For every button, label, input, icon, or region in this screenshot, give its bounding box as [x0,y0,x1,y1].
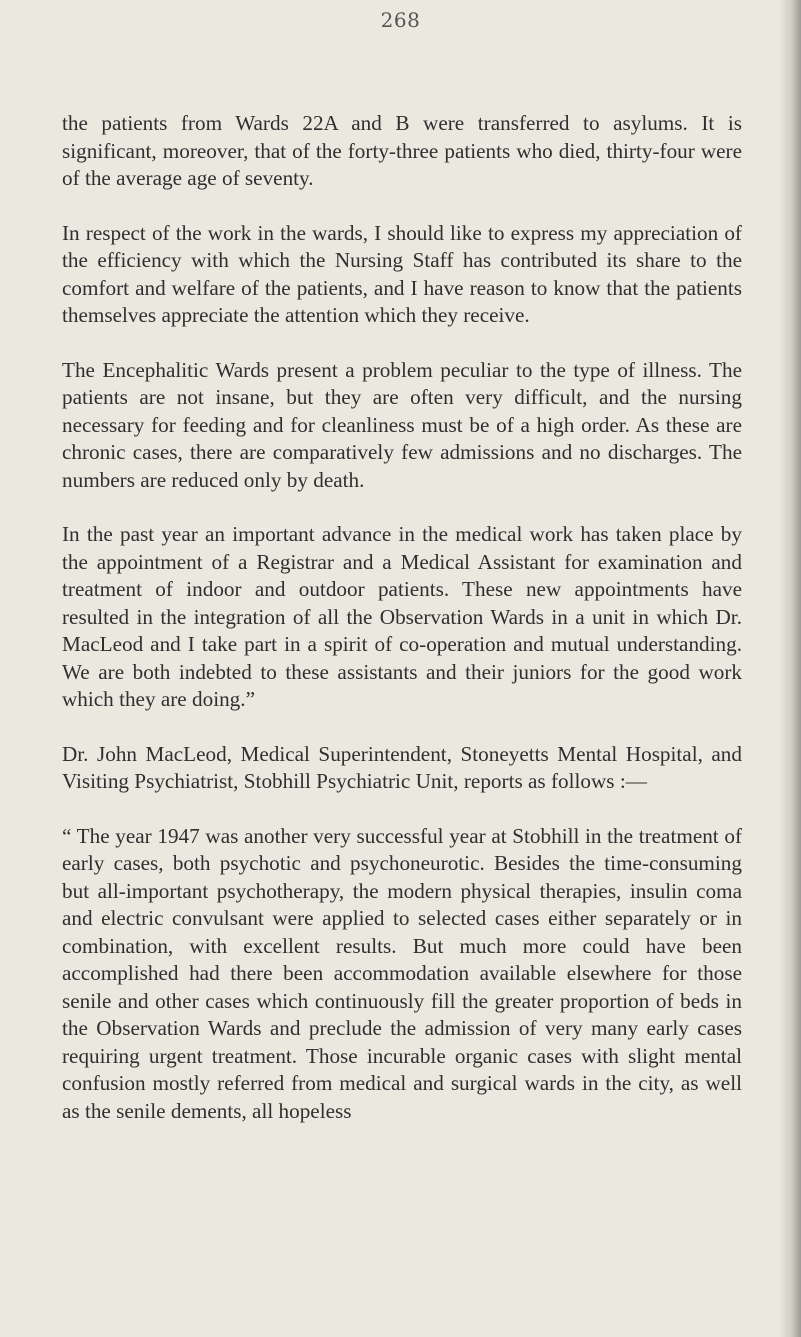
paragraph-nursing-staff: In respect of the work in the wards, I should like to express my appreciation of the efficiency with which the Nursing Staff has contributed its share to the comfort and welfare of the patients, and I have reason to know that the patients themselves appreciate the attention which they receive. [62,220,742,327]
paragraph-macleod-intro: Dr. John MacLeod, Medical Superintendent, Stoneyetts Mental Hospital, and Visiting Psychiatrist, Stobhill Psychiatric Unit, reports as follows :— [62,741,742,793]
body-text [62,110,742,1152]
page-number: 268 [380,8,421,32]
paragraph-medical-advance: In the past year an important advance in the medical work has taken place by the appointment of a Registrar and a Medical Assistant for examination and treatment of indoor and outdoor patients. These new appointments have resulted in the integration of all the Observation Wards in a unit in which Dr. MacLeod and I take part in a spirit of co-operation and mutual understanding. We are both indebted to these assistants and their juniors for the good work which they are doing.” [62,522,742,711]
page-edge-shadow [779,0,801,1337]
paragraph-continuation: the patients from Wards 22A and B were transferred to asylums. It is significant, moreover, that of the forty-three patients who died, thirty-four were of the average age of seventy. [62,111,742,190]
paragraph-macleod-report: “ The year 1947 was another very successful year at Stobhill in the treatment of early cases, both psychotic and psychoneurotic. Besides the time-consuming but all-important psychotherapy, the modern physical therapies, insulin coma and electric convulsant were applied to selected cases either separately or in combination, with excellent results. But much more could have been accomplished had there been accommodation available elsewhere for those senile and other cases which continuously fill the greater proportion of beds in the Observation Wards and preclude the admission of very many early cases requiring urgent treatment. Those incurable organic cases with slight mental confusion mostly referred from medical and surgical wards in the city, as well as the senile dements, all hopeless [62,823,742,1123]
paragraph-encephalitic-wards: The Encephalitic Wards present a problem peculiar to the type of illness. The patients are not insane, but they are often very difficult, and the nursing necessary for feeding and for cleanliness must be of a high order. As these are chronic cases, there are comparatively few admissions and no discharges. The numbers are reduced only by death. [62,357,742,492]
